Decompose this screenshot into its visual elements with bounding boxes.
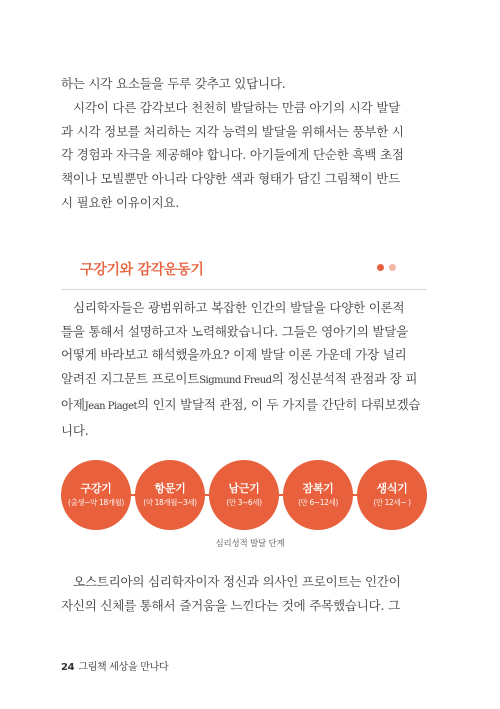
stage-age-range: (약 18개월~3세) [143,498,197,507]
section-dot-icon [377,264,384,271]
text-fragment: 아제 [61,396,85,412]
text-line [61,367,421,393]
text-fragment: 의 인지 발달적 관점, 이 두 가지를 간단히 다뤄보겠습 [137,396,421,412]
stage-name: 남근기 [228,482,260,495]
text-line: 시 필요한 이유이지요. [61,194,180,210]
text-line: 각 경험과 자극을 제공해야 합니다. 아기들에게 단순한 흑백 초점 [61,147,404,163]
paragraph-4 [61,570,421,617]
stage-genital [357,460,427,530]
stage-age-range: (만 6~12세) [298,498,338,507]
text-line: 어떻게 바라보고 해석했을까요? 이제 발달 이론 가운데 가장 널리 [61,347,407,363]
text-line [61,393,421,419]
stage-age-range: (만 12세~ ) [373,498,411,507]
section-divider [61,289,427,290]
text-line: 니다. [61,422,89,438]
text-fragment: 알려진 지그문트 프로이트 [61,371,200,387]
text-line: 책이나 모빌뿐만 아니라 다양한 색과 형태가 담긴 그림책이 반드 [61,171,400,187]
page-number: 24 [61,662,75,673]
text-line: 하는 시각 요소들을 두루 갖추고 있답니다. [61,76,286,91]
foreign-name-piaget: Jean Piaget [84,400,137,412]
text-line: 오스트리아의 심리학자이자 정신과 의사인 프로이트는 인간이 [73,574,401,589]
stage-age-range: (출생~약 18개월) [68,498,124,507]
running-title: 그림책 세상을 만나다 [78,662,169,673]
paragraph-1 [61,72,421,96]
text-line: 시각이 다른 감각보다 천천히 발달하는 만큼 아기의 시각 발달 [73,100,401,115]
foreign-name-freud: Sigmund Freud [199,375,272,387]
text-line: 심리학자들은 광범위하고 복잡한 인간의 발달을 다양한 이론적 [73,300,405,315]
stage-oral [61,460,131,530]
section-title: 구강기와 감각운동기 [80,262,204,278]
stage-name: 구강기 [80,482,112,495]
stage-latency [283,460,353,530]
stage-age-range: (만 3~6세) [226,498,262,507]
stage-name: 잠복기 [302,482,334,495]
text-fragment: 의 정신분석적 관점과 장 피 [271,371,418,387]
stage-name: 생식기 [376,482,408,495]
paragraph-3 [61,296,421,442]
psychosexual-stage-diagram [61,460,427,530]
stage-phallic [209,460,279,530]
paragraph-2 [61,96,421,215]
diagram-caption: 심리성적 발달 단계 [215,539,285,549]
page-footer [61,658,168,673]
text-line: 과 시각 정보를 처리하는 지각 능력의 발달을 위해서는 풍부한 시 [61,123,404,139]
section-dot-light-icon [389,264,396,271]
text-line: 자신의 신체를 통해서 즐거움을 느낀다는 것에 주목했습니다. 그 [61,597,400,613]
stage-anal [135,460,205,530]
text-line: 틀을 통해서 설명하고자 노력해왔습니다. 그들은 영아기의 발달을 [61,323,409,339]
stage-name: 항문기 [154,482,186,495]
